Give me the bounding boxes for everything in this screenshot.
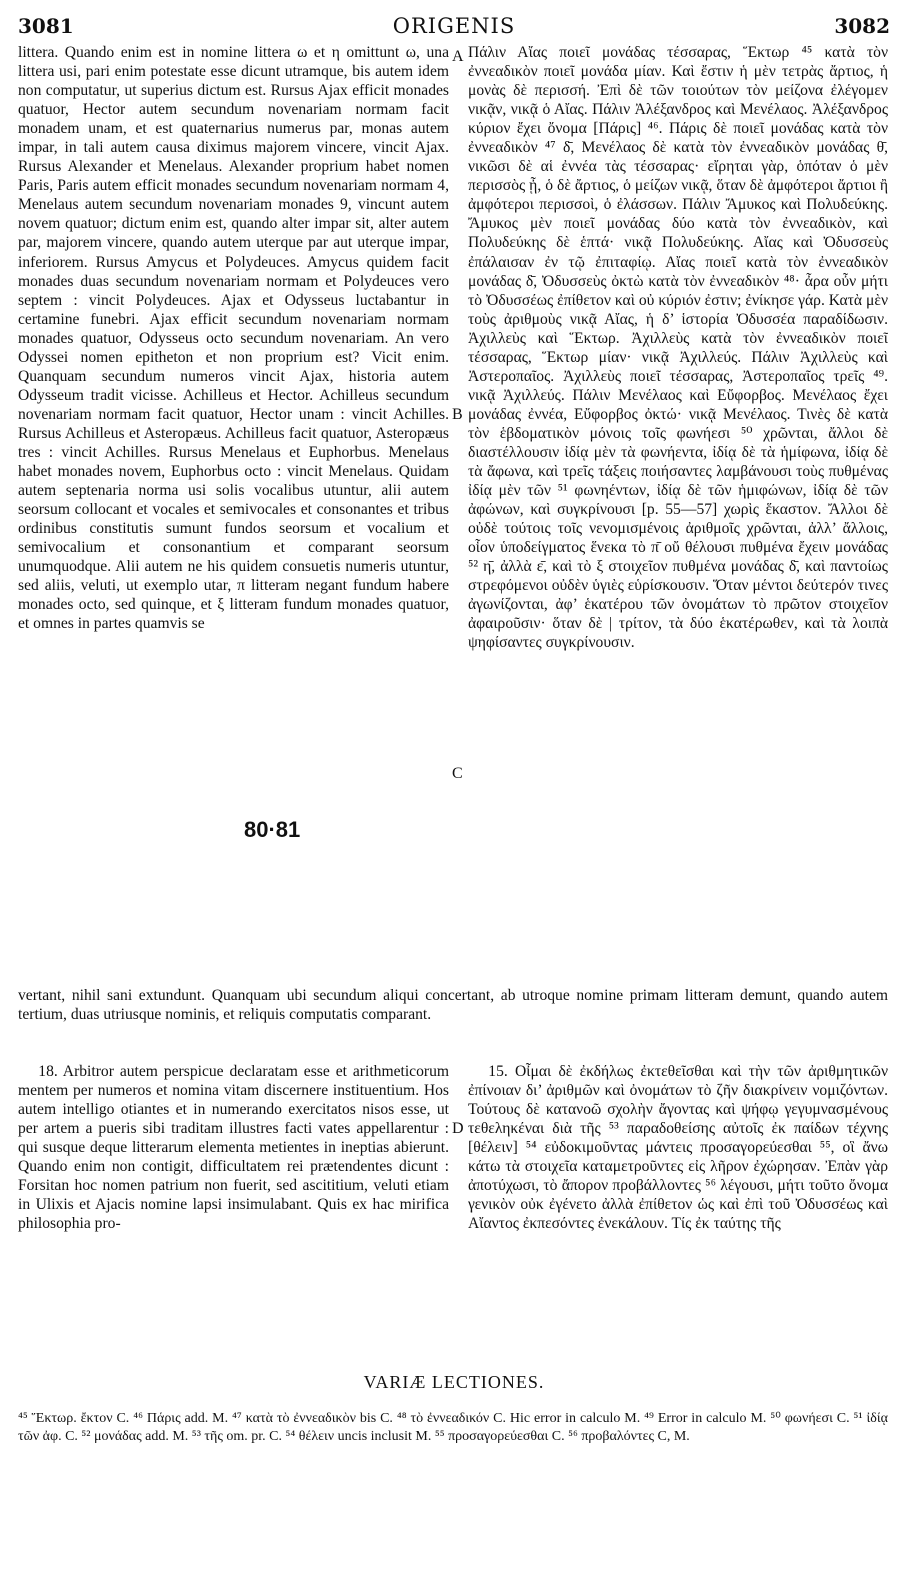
latin-column-top	[18, 43, 449, 986]
column-number: 80·81	[240, 817, 304, 843]
margin-letter-b: B	[452, 406, 463, 423]
latin-column-bottom	[18, 1062, 449, 1362]
latin-paragraph-top: littera. Quando enim est in nomine littera ω et η omittunt ω, una littera usi, pari enim potestate esse dicunt utramque, bis autem idem non computatur, ut superius dictum est. Rursus Ajax efficit monades quatuor, Hector autem secundum novenariam normam facit monadem unam, et est quaternarius numerus par, monas autem impar, in tali autem causa diximus majorem vincere, vincit Ajax. Rursus Alexander et Menelaus. Alexander proprium habet nomen Paris, Paris autem efficit monades secundum novenariam normam 4, Menelaus autem secundum novenariam monades 9, vincunt autem novem quatuor; dictum enim est, quando alter impar sit, alter autem par, majorem vincere, quando autem uterque par aut uterque impar, inferiorem. Rursus Amycus et Polydeuces. Amycus quidem facit monades duas secundum novenariam normam et Polydeuces vero septem : vincit Polydeuces. Ajax et Odysseus luctabantur in certamine funebri. Ajax efficit secundum novenariam normam monades quatuor, Odysseus octo secundum novenariam. An vero Odyssei nomen epitheton et non proprium est? Vicit enim. Quanquam secundum numeros vincit Ajax, historia autem Odysseum tradit vicisse. Achilleus et Hector. Achilleus secundum novenariam normam facit quatuor, Hector unam : vincit Achilles. Rursus Achilleus et Asteropæus. Achilleus facit quatuor, Asteropæus tres : vincit Achilles. Rursus Menelaus et Euphorbus. Menelaus habet monades novem, Euphorbus octo : vincit Menelaus. Quidam autem septenaria norma usi solis vocalibus utuntur, alii autem seorsum collocant et vocales et semivocales et consonantes et tribus ordinibus constitutis sumunt fundos seorsum et vocalium et semivocalium et consonantium et comparant seorsum unumquodque. Alii autem ne his quidem consuetis numeris utuntur, sed aliis, veluti, ut exemplo utar, π litteram negant fundum habere monades octo, sed quinque, et ξ litteram fundum monades quatuor, et omnes in partes quamvis se	[18, 44, 449, 633]
greek-column-bottom	[468, 1062, 888, 1362]
latin-paragraph-18: 18. Arbitror autem perspicue declaratam esse et arithmeticorum mentem per numeros et nomina vitam discernere instituentium. Hos autem intelligo otiantes et in numerando exercitatos nisos esse, ut per artem a pueris sibi traditam illustres facti vates appellarentur : qui susque deque litterarum elementa metientes in ineptias abierunt. Quando enim non contigit, difficultatem rei prætendentes dicunt : Forsitan hoc nomen patrium non fuerit, sed ascititium, veluti etiam in Ulixis et Ajacis nomine lapsi insimulabant. Quis ex hac mirifica philosophia pro-	[18, 1063, 449, 1233]
greek-column-top	[468, 43, 888, 986]
latin-full-width	[18, 986, 888, 1024]
margin-letter-d: D	[452, 1120, 464, 1137]
margin-letter-c: C	[452, 765, 463, 782]
margin-letter-a: A	[452, 48, 464, 65]
page-header	[18, 14, 890, 42]
latin-paragraph-full: vertant, nihil sani extundunt. Quanquam ubi secundum aliqui concertant, ab utroque nomine primam litteram demunt, quando autem tertium, duas utriusque nominis, et reliquis computatis comparant.	[18, 987, 888, 1024]
greek-paragraph-15: 15. Οἶμαι δὲ ἐκδήλως ἐκτεθεῖσθαι καὶ τὴν τῶν ἀριθμητικῶν ἐπίνοιαν δι’ ἀριθμῶν καὶ ὀνομάτων τὸ ζῆν διακρίνειν νομιζόντων. Τούτους δὲ κατανοῶ σχολὴν ἄγοντας καὶ ψήφῳ γεγυμνασμένους τεθεληκέναι διὰ τῆς ⁵³ παραδοθείσης αὐτοῖς ἐκ παίδων τέχνης [θέλειν] ⁵⁴ εὐδοκιμοῦντας μάντεις προσαγορεύεσθαι ⁵⁵, οἳ ἄνω κάτω τὰ στοιχεῖα καταμετροῦντες εἰς λῆρον ἐχώρησαν. Ἐπὰν γὰρ ἀποτύχωσι, τὸ ἄπορον προβάλλοντες ⁵⁶ λέγουσι, μήτι τοῦτο ὄνομα γενικὸν οὐκ ἐγένετο ἀλλὰ ἐπίθετον ὡς καὶ ἐπὶ τοῦ Ὀδυσσέως καὶ Αἴαντος ἐκπεσόντες ἐνεκάλουν. Τίς ἐκ ταύτης τῆς	[468, 1063, 888, 1233]
page-number-right: 3082	[834, 14, 890, 38]
running-title: ORIGENIS	[392, 14, 516, 38]
variae-lectiones-notes: ⁴⁵ Ἕκτωρ. ἔκτον C. ⁴⁶ Πάρις add. M. ⁴⁷ κατὰ τὸ ἐννεαδικὸν bis C. ⁴⁸ τὸ ἐννεαδικόν C. Hic error in calculo M. ⁴⁹ Error in calculo M. ⁵⁰ φωνήεσι C. ⁵¹ ἰδίᾳ τῶν ἀφ. C. ⁵² μονάδας add. M. ⁵³ τῆς om. pr. C. ⁵⁴ θέλειν uncis inclusit M. ⁵⁵ προσαγορεύεσθαι C. ⁵⁶ προβαλόντες C, M.	[18, 1411, 888, 1444]
greek-paragraph-top: Πάλιν Αἴας ποιεῖ μονάδας τέσσαρας, Ἕκτωρ ⁴⁵ κατὰ τὸν ἐννεαδικὸν ποιεῖ μονάδα μίαν. Καὶ ἔστιν ἡ μὲν τετρὰς ἄρτιος, ἡ μονὰς δὲ περισσή. Ἐπὶ δὲ τῶν τοιούτων τὸν μείζονα ἐλέγομεν νικᾷν, νικᾷ ὁ Αἴας. Πάλιν Ἀλέξανδρος καὶ Μενέλαος. Ἀλέξανδρος κύριον ἔχει ὄνομα [Πάρις] ⁴⁶. Πάρις δὲ ποιεῖ μονάδας κατὰ τὸν ἐννεαδικὸν ⁴⁷ δ̄, Μενέλαος δὲ κατὰ τὸν ἐννεαδικὸν μονάδας θ̄, νικῶσι δὲ αἱ ἐννέα τὰς τέσσαρας· εἴρηται γὰρ, ὁπόταν ὁ μὲν περισσὸς ᾖ, ὁ δὲ ἄρτιος, ὁ μείζων νικᾷ, ὅταν δὲ ἀμφότεροι ἄρτιοι ἢ ἀμφότεροι περισσοὶ, ὁ ἐλάσσων. Πάλιν Ἄμυκος καὶ Πολυδεύκης. Ἄμυκος μὲν ποιεῖ μονάδας δύο κατὰ τὸν ἐννεαδικὸν, καὶ Πολυδεύκης δὲ ἑπτά· νικᾷ Πολυδεύκης. Αἴας καὶ Ὀδυσσεὺς ἐπάλαισαν ἐν τῷ ἐπιταφίῳ. Αἴας ποιεῖ κατὰ τὸν ἐννεαδικὸν μονάδας δ̄, Ὀδυσσεὺς ὀκτὼ κατὰ τὸν ἐννεαδικὸν ⁴⁸· ἆρα οὖν μήτι τὸ Ὀδυσσέως ἐπίθετον καὶ οὐ κύριόν ἐστιν; ἐνίκησε γάρ. Κατὰ μὲν τοὺς ἀριθμοὺς νικᾷ Αἴας, ἡ δ’ ἱστορία Ὀδυσσέα παραδίδωσιν. Ἀχιλλεὺς καὶ Ἕκτωρ. Ἀχιλλεὺς κατὰ τὸν ἐννεαδικὸν ποιεῖ τέσσαρας, Ἕκτωρ μίαν· νικᾷ Ἀχιλλεύς. Πάλιν Ἀχιλλεὺς καὶ Ἀστεροπαῖος. Ἀχιλλεὺς ποιεῖ τέσσαρας, Ἀστεροπαῖος τρεῖς ⁴⁹. νικᾷ Ἀχιλλεύς. Πάλιν Μενέλαος καὶ Εὔφορβος. Μενέλαος ἔχει μονάδας ἐννέα, Εὔφορβος ὀκτώ· νικᾷ Μενέλαος. Τινὲς δὲ κατὰ τὸν ἑβδοματικὸν μόνοις τοῖς φωνήεσι ⁵⁰ χρῶνται, ἄλλοι δὲ διαστέλλουσιν ἰδίᾳ μὲν τὰ φωνήεντα, ἰδίᾳ δὲ τὰ ἡμίφωνα, ἰδίᾳ δὲ τὰ ἄφωνα, καὶ τρεῖς τάξεις ποιήσαντες λαμβάνουσι τοὺς πυθμένας ἰδίᾳ μὲν τῶν ⁵¹ φωνηέντων, ἰδίᾳ δὲ τῶν ἡμιφώνων, ἰδίᾳ δὲ τῶν ἀφώνων, καὶ συγκρίνουσι [p. 55—57] χωρὶς ἕκαστον. Ἄλλοι δὲ οὐδὲ τούτοις τοῖς νενομισμένοις ἀριθμοῖς χρῶνται, ἀλλ’ ἄλλοις, οἷον ὑποδείγματος ἕνεκα τὸ π̄ οὔ θέλουσι πυθμένα ἔχειν μονάδας ⁵² η̄, ἀλλὰ ε̄, καὶ τὸ ξ στοιχεῖον πυθμένα μονάδας δ̄, καὶ παντοίως στρεφόμενοι οὐδὲν ὑγιὲς εὑρίσκουσιν. Ὅταν μέντοι δεύτερόν τινες ἀγωνίζονται, ἀφ’ ἑκατέρου τῶν ὀνομάτων τὸ πρῶτον στοιχεῖον ἀφαιροῦσιν· ὅταν δὲ | τρίτον, τὰ δύο ἑκατέρωθεν, καὶ τὰ λοιπὰ ψηφίσαντες συγκρίνουσιν.	[468, 44, 888, 652]
variae-lectiones-title: VARIÆ LECTIONES.	[363, 1372, 545, 1392]
page-number-left: 3081	[18, 14, 74, 38]
